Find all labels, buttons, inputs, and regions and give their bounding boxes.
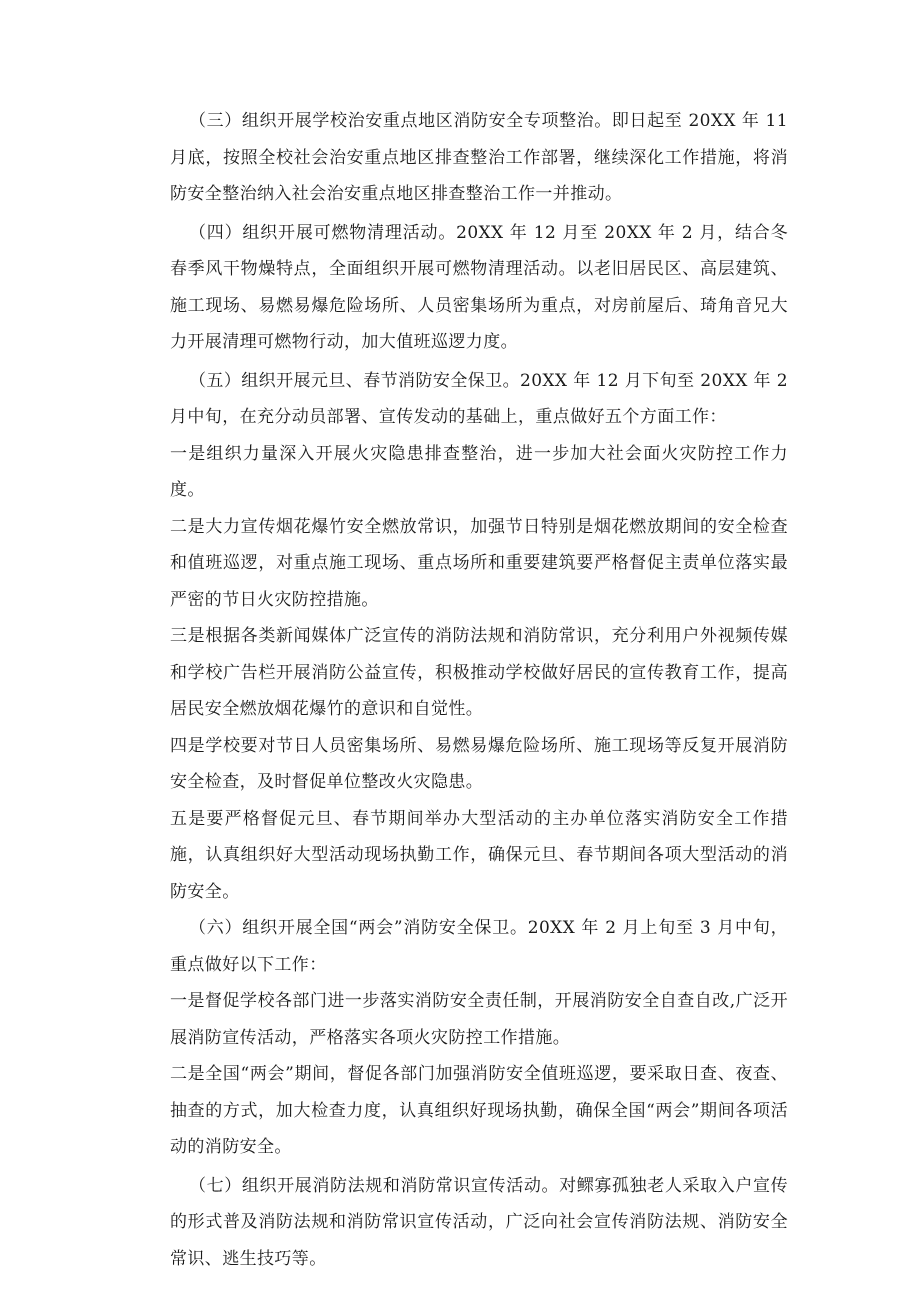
paragraph-item-2: 二是大力宣传烟花爆竹安全燃放常识，加强节日特别是烟花燃放期间的安全检查和值班巡逻，对重点施工现场、重点场所和重要建筑要严格督促主责单位落实最严密的节日火灾防控措施。 bbox=[170, 516, 788, 610]
paragraph-section-5: （五）组织开展元旦、春节消防安全保卫。20XX 年 12 月下旬至 20XX 年 2 月中旬，在充分动员部署、宣传发动的基础上，重点做好五个方面工作： bbox=[170, 370, 788, 427]
paragraph-section-4: （四）组织开展可燃物清理活动。20XX 年 12 月至 20XX 年 2 月，结合冬春季风干物燥特点，全面组织开展可燃物清理活动。以老旧居民区、高层建筑、施工现场、易燃易爆危险场所、人员密集场所为重点，对房前屋后、琦角音兄大力开展清理可燃物行动，加大值班巡逻力度。 bbox=[170, 222, 788, 352]
paragraph-item-1: 一是组织力量深入开展火灾隐患排查整治，进一步加大社会面火灾防控工作力度。 bbox=[170, 443, 788, 500]
document-body bbox=[170, 103, 788, 1277]
paragraph-lianghui-item-2: 二是全国“两会”期间，督促各部门加强消防安全值班巡逻，要采取日查、夜查、抽查的方式，加大检查力度，认真组织好现场执勤，确保全国“两会”期间各项活动的消防安全。 bbox=[170, 1064, 788, 1157]
paragraph-item-3: 三是根据各类新闻媒体广泛宣传的消防法规和消防常识，充分利用户外视频传媒和学校广告栏开展消防公益宣传，积极推动学校做好居民的宣传教育工作，提高居民安全燃放烟花爆竹的意识和自觉性。 bbox=[170, 626, 788, 719]
paragraph-section-6: （六）组织开展全国“两会”消防安全保卫。20XX 年 2 月上旬至 3 月中旬，重点做好以下工作： bbox=[170, 918, 788, 975]
paragraph-section-3: （三）组织开展学校治安重点地区消防安全专项整治。即日起至 20XX 年 11 月底，按照全校社会治安重点地区排查整治工作部署，继续深化工作措施，将消防安全整治纳入社会治安重点地区排查整治工作一并推动。 bbox=[170, 111, 788, 204]
paragraph-lianghui-item-1: 一是督促学校各部门进一步落实消防安全责任制，开展消防安全自查自改,广泛开展消防宣传活动，严格落实各项火灾防控工作措施。 bbox=[170, 991, 788, 1048]
paragraph-item-4: 四是学校要对节日人员密集场所、易燃易爆危险场所、施工现场等反复开展消防安全检查，及时督促单位整改火灾隐患。 bbox=[170, 735, 788, 792]
paragraph-item-5: 五是要严格督促元旦、春节期间举办大型活动的主办单位落实消防安全工作措施，认真组织好大型活动现场执勤工作，确保元旦、春节期间各项大型活动的消防安全。 bbox=[170, 808, 788, 902]
paragraph-section-7: （七）组织开展消防法规和消防常识宣传活动。对鳏寡孤独老人采取入户宣传的形式普及消防法规和消防常识宣传活动，广泛向社会宣传消防法规、消防安全常识、逃生技巧等。 bbox=[170, 1175, 788, 1269]
